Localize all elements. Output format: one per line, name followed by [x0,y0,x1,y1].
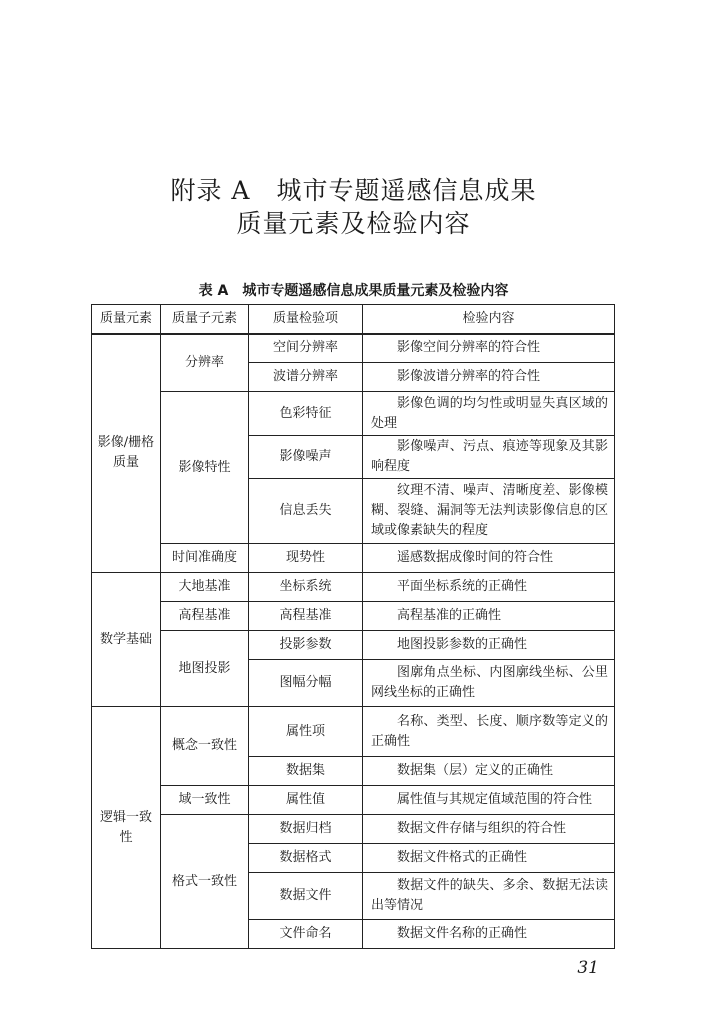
subelement-cell: 影像特性 [161,392,249,544]
content-cell: 数据文件存储与组织的符合性 [363,815,615,844]
content-cell: 影像色调的均匀性或明显失真区域的处理 [363,392,615,436]
content-cell: 影像空间分辨率的符合性 [363,334,615,363]
header-quality-element: 质量元素 [92,305,161,334]
content-cell: 地图投影参数的正确性 [363,631,615,660]
element-cell: 影像/栅格质量 [92,334,161,573]
table-row [92,815,615,844]
item-cell: 属性项 [249,707,363,757]
appendix-title-line1: 附录 A 城市专题遥感信息成果 [170,176,537,205]
subelement-cell: 高程基准 [161,602,249,631]
appendix-title-line2: 质量元素及检验内容 [236,209,471,238]
item-cell: 数据格式 [249,844,363,873]
subelement-cell: 大地基准 [161,573,249,602]
element-cell: 数学基础 [92,573,161,707]
table-caption: 表 A 城市专题遥感信息成果质量元素及检验内容 [198,283,509,299]
subelement-cell: 地图投影 [161,631,249,707]
content-cell: 影像波谱分辨率的符合性 [363,363,615,392]
content-cell: 数据集（层）定义的正确性 [363,757,615,786]
content-cell: 名称、类型、长度、顺序数等定义的正确性 [363,707,615,757]
item-cell: 高程基准 [249,602,363,631]
item-cell: 投影参数 [249,631,363,660]
table-row [92,334,615,363]
item-cell: 信息丢失 [249,479,363,544]
table-row [92,707,615,757]
page-number: 31 [577,958,599,978]
item-cell: 文件命名 [249,920,363,949]
item-cell: 数据集 [249,757,363,786]
item-cell: 数据文件 [249,873,363,920]
subelement-cell: 域一致性 [161,786,249,815]
item-cell: 色彩特征 [249,392,363,436]
item-cell: 属性值 [249,786,363,815]
table-row [92,573,615,602]
content-cell: 高程基准的正确性 [363,602,615,631]
item-cell: 图幅分幅 [249,660,363,707]
content-cell: 影像噪声、污点、痕迹等现象及其影响程度 [363,436,615,479]
item-cell: 空间分辨率 [249,334,363,363]
item-cell: 波谱分辨率 [249,363,363,392]
quality-elements-table [91,304,615,949]
content-cell: 属性值与其规定值域范围的符合性 [363,786,615,815]
content-cell: 数据文件名称的正确性 [363,920,615,949]
element-cell: 逻辑一致性 [92,707,161,949]
item-cell: 影像噪声 [249,436,363,479]
content-cell: 数据文件的缺失、多余、数据无法读出等情况 [363,873,615,920]
content-cell: 纹理不清、噪声、清晰度差、影像模糊、裂缝、漏洞等无法判读影像信息的区域或像素缺失的程度 [363,479,615,544]
content-cell: 数据文件格式的正确性 [363,844,615,873]
table-row [92,392,615,436]
table-row [92,544,615,573]
subelement-cell: 概念一致性 [161,707,249,786]
content-cell: 图廓角点坐标、内图廓线坐标、公里网线坐标的正确性 [363,660,615,707]
subelement-cell: 分辨率 [161,334,249,392]
header-quality-subelement: 质量子元素 [161,305,249,334]
table-row [92,786,615,815]
item-cell: 坐标系统 [249,573,363,602]
table-header-row [92,305,615,334]
item-cell: 数据归档 [249,815,363,844]
header-check-item: 质量检验项 [249,305,363,334]
table-row [92,631,615,660]
item-cell: 现势性 [249,544,363,573]
content-cell: 遥感数据成像时间的符合性 [363,544,615,573]
table-row [92,602,615,631]
content-cell: 平面坐标系统的正确性 [363,573,615,602]
subelement-cell: 格式一致性 [161,815,249,949]
header-check-content: 检验内容 [363,305,615,334]
subelement-cell: 时间准确度 [161,544,249,573]
